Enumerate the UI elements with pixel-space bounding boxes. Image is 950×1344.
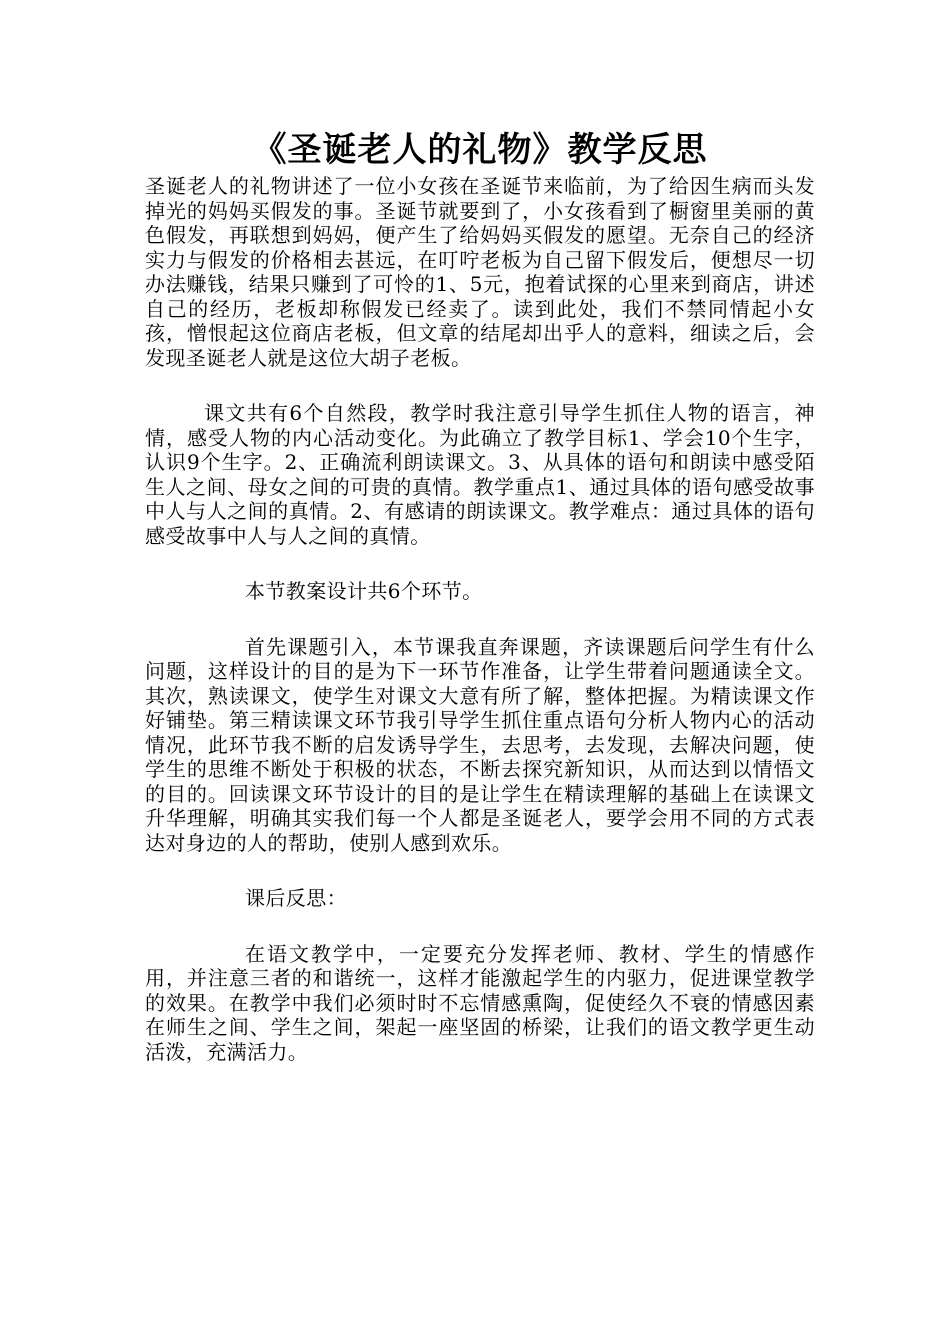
paragraph-teaching-goals: 课文共有6个自然段，教学时我注意引导学生抓住人物的语言，神情，感受人物的内心活动变化。为此确立了教学目标1、学会10个生字，认识9个生字。2、正确流利朗读课文。3、从具体的语句和朗读中感受陌生人之间、母女之间的可贵的真情。教学重点1、通过具体的语句感受故事中人与人之间的真情。2、有感请的朗读课文。教学难点：通过具体的语句感受故事中人与人之间的真情。 [145,401,815,548]
paragraph-lesson-steps: 首先课题引入，本节课我直奔课题，齐读课题后问学生有什么问题，这样设计的目的是为下一环节作准备，让学生带着问题通读全文。其次，熟读课文，使学生对课文大意有所了解，整体把握。为精读课文作好铺垫。第三精读课文环节我引导学生抓住重点语句分析人物内心的活动情况，此环节我不断的启发诱导学生，去思考，去发现，去解决问题，使学生的思维不断处于积极的状态，不断去探究新知识，从而达到以情悟文的目的。回读课文环节设计的目的是让学生在精读理解的基础上在读课文升华理解，明确其实我们每一个人都是圣诞老人，要学会用不同的方式表达对身边的人的帮助，使别人感到欢乐。 [145,634,815,855]
paragraph-reflection-body: 在语文教学中，一定要充分发挥老师、教材、学生的情感作用，并注意三者的和谐统一，这样才能激起学生的内驱力，促进课堂教学的效果。在教学中我们必须时时不忘情感熏陶，促使经久不衰的情感因素在师生之间、学生之间，架起一座坚固的桥梁，让我们的语文教学更生动活泼，充满活力。 [145,941,815,1064]
document-page [145,128,815,1064]
paragraph-story-summary: 圣诞老人的礼物讲述了一位小女孩在圣诞节来临前，为了给因生病而头发掉光的妈妈买假发的事。圣诞节就要到了，小女孩看到了橱窗里美丽的黄色假发，再联想到妈妈，便产生了给妈妈买假发的愿望。无奈自己的经济实力与假发的价格相去甚远，在叮咛老板为自己留下假发后，便想尽一切办法赚钱，结果只赚到了可怜的1、5元，抱着试探的心里来到商店，讲述自己的经历，老板却称假发已经卖了。读到此处，我们不禁同情起小女孩，憎恨起这位商店老板，但文章的结尾却出乎人的意料，细读之后，会发现圣诞老人就是这位大胡子老板。 [145,174,815,370]
document-title: 《圣诞老人的礼物》教学反思 [252,130,708,170]
paragraph-reflection-heading: 课后反思： [245,886,347,910]
paragraph-lesson-structure: 本节教案设计共6个环节。 [245,579,483,603]
